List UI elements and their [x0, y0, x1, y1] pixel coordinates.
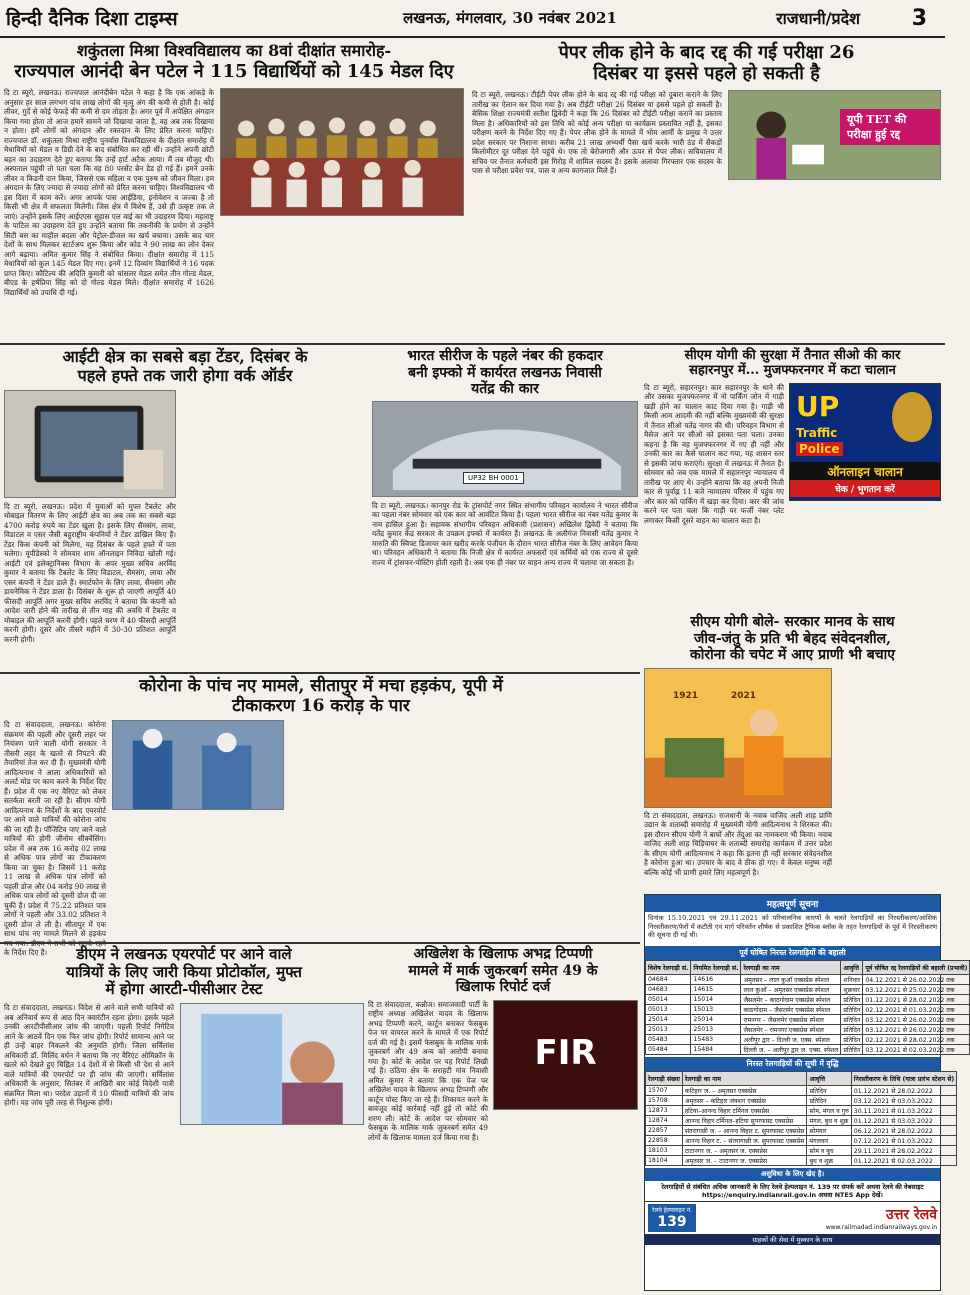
table-cell: प्रतिदिन	[841, 1035, 863, 1045]
traffic-police-graphic	[789, 383, 941, 501]
fir-graphic	[493, 1000, 638, 1110]
table-cell: 18103	[646, 1146, 683, 1156]
table-cell: प्रतिदिन	[841, 1015, 863, 1025]
table-header-cell: निरस्तीकरण के तिथि (यात्रा प्रारंभ स्टेशन से)	[851, 1072, 956, 1086]
table-row	[646, 1156, 957, 1166]
table-cell: 25014	[691, 1015, 741, 1025]
restored-trains-table	[645, 960, 970, 1055]
table-row	[646, 975, 970, 985]
table-row	[646, 1096, 957, 1106]
table-cell: लाल कुआँ – अमृतसर एक्सप्रेस स्पेशल	[741, 985, 841, 995]
rtpcr-test-photo	[180, 1003, 364, 1125]
notice-intro: दिनांक 15.10.2021 एवं 29.11.2021 को परिचालनिक कारणों के चलते रेलगाड़ियों का निरस्तीकरण/आंशिक निरस्तीकरण/फेरों में कटौती एवं मार्ग परिवर्तन शीर्षक से प्रकाशित ट्रैफिक ब्लॉक के तहत रेलगाड़ियों के पूर्व में निरस्तीकरण की सूचना दी गई थी।	[648, 914, 937, 940]
table-cell: आनन्द विहार ट. – संतरागाछी ज. सुपरफास्ट एक्सप्रेस	[682, 1136, 807, 1146]
headline-line2: जीव-जंतु के प्रति भी बेहद संवेदनशील,	[694, 630, 891, 647]
table-header-cell: रेलगाड़ी संख्या	[646, 1072, 683, 1086]
headline-line1: डीएम ने लखनऊ एयरपोर्ट पर आने वाले	[76, 945, 292, 963]
table-cell: 15484	[691, 1045, 741, 1055]
table-cell: 03.12.2021 से 03.03.2022	[851, 1096, 956, 1106]
table-cell: जैसलमेर – रामनगर एक्सप्रेस स्पेशल	[741, 1025, 841, 1035]
year-start: 1921	[673, 690, 699, 701]
table-cell: अमृतसर – कटिहार जंक्शन एक्सप्रेस	[682, 1096, 807, 1106]
convocation-photo	[220, 88, 464, 216]
table-cell: 25014	[646, 1015, 691, 1025]
table-header-cell: नियमित रेलगाड़ी सं.	[691, 961, 741, 975]
table-cell: 22857	[646, 1126, 683, 1136]
headline-line2: यात्रियों के लिए जारी किया प्रोटोकॉल, मुफ्त	[66, 962, 302, 981]
table-cell: बुध व शुक्र	[807, 1156, 851, 1166]
table-cell: 05013	[646, 1005, 691, 1015]
headline-line2: दिसंबर या इससे पहले हो सकती है	[593, 63, 820, 85]
tet-photo-caption: यूपी TET की परीक्षा हुई रद्द	[840, 109, 940, 145]
fir-label: FIR	[534, 1032, 597, 1073]
online-challan-label: ऑनलाइन चालान	[790, 462, 940, 481]
article-zoo	[644, 614, 941, 890]
helpline-label: रेलवे हेल्पलाइन नं.	[652, 1207, 692, 1214]
table-cell: 05483	[646, 1035, 691, 1045]
table-cell: 02.12.2021 से 01.03.2022 तक	[863, 1005, 970, 1015]
headline-line1: कोरोना के पांच नए मामले, सीतापुर में मचा हड़कंप, यूपी में	[139, 676, 503, 696]
table-cell: आनन्द विहार टर्मिनल–हटिया सुपरफास्ट एक्सप्रेस	[682, 1116, 807, 1126]
table-cell: 30.11.2021 से 01.03.2022	[851, 1106, 956, 1116]
table-cell: 12874	[646, 1116, 683, 1126]
notice-tagline: ग्राहकों की सेवा में मुस्कान के साथ	[645, 1234, 940, 1245]
issue-date: लखनऊ, मंगलवार, 30 नवंबर 2021	[403, 9, 617, 27]
table-header-cell: रेलगाड़ी का नाम	[682, 1072, 807, 1086]
table-row	[646, 1005, 970, 1015]
article-body: दि टा संवाददाता, लखनऊ। कोरोना संक्रमण की पहली और दूसरी लहर पर नियंत्रण पाने वाली योगी सरकार ने तीसरी लहर के खतरे से निपटने की तैयारियां तेज कर दी हैं। मुख्यमंत्री योगी आदित्यनाथ ने आला अधिकारियों को अलर्ट मोड पर काम करने के निर्देश दिए हैं। प्रदेश में एक नए वैरिएंट को लेकर सतर्कता बरती जा रही है। सीएम योगी आदित्यनाथ के निर्देशों के बाद एयरपोर्ट पर आने वाले यात्रियों की कोरोना जांच की जा रही है। पॉजिटिव पाए जाने वाले यात्रियों की होगी जीनोम सीक्वेंसिंग। प्रदेश में अब तक 16 करोड़ 02 लाख से अधिक पात्र लोगों का टीकाकरण किया जा चुका है। जिसमें 11 करोड़ 11 लाख से अधिक पात्र लोगों को पहली डोज और 04 करोड़ 90 लाख से अधिक पात्र लोगों को दूसरी डोज दी जा चुकी है। प्रदेश में 75.22 प्रतिशत पात्र लोगों ने पहली और 33.02 प्रतिशत ने दूसरी डोज ले ली है। सीतापुर में एक साथ पांच नए मामले मिलने से हड़कंप के निर्देश दिए हैं।	[4, 720, 106, 958]
table-cell: सोम, मंगल व गुरु	[807, 1106, 851, 1116]
headline-line1: सीएम योगी बोले- सरकार मानव के साथ	[690, 614, 895, 630]
headline-line3: यतेंद्र की कार	[471, 381, 539, 398]
headline-line2: पहले हफ्ते तक जारी होगा वर्क ऑर्डर	[77, 365, 293, 385]
table2-title: निरस्त रेलगाड़ियों की सूची में वृद्धि	[645, 1057, 940, 1071]
table-cell: अमृतसर – लाल कुआँ एक्सप्रेस स्पेशल	[741, 975, 841, 985]
table-cell: मंगल, बुध व शुक्र	[807, 1116, 851, 1126]
paper-name: हिन्दी दैनिक दिशा टाइम्स	[6, 8, 178, 30]
table-cell: 25013	[691, 1025, 741, 1035]
table-cell: शुक्रवार	[841, 985, 863, 995]
table-header-cell: रेलगाड़ी का नाम	[741, 961, 841, 975]
year-end: 2021	[731, 690, 757, 701]
headline-line1: अखिलेश के खिलाफ अभद्र टिप्पणी	[413, 946, 593, 962]
table-cell: कटिहार ज. – अमृतसर एक्सप्रेस	[682, 1086, 807, 1096]
notice-contact: रेलगाड़ियों से संबंधित अधिक जानकारी के लिए रेलवे हेल्पलाइन नं. 139 पर संपर्क करें अथवा रेलवे की वेबसाइट https://enquiry.indianrail.gov.in अथवा NTES App देखें।	[661, 1183, 924, 1199]
table-row	[646, 1015, 970, 1025]
table-cell: प्रतिदिन	[841, 1005, 863, 1015]
headline-line3: खिलाफ रिपोर्ट दर्ज	[455, 979, 551, 996]
table-cell: 15708	[646, 1096, 683, 1106]
headline-line2: मामले में मार्क जुकरबर्ग समेत 49 के	[408, 962, 598, 979]
badge-police: Police	[796, 442, 843, 456]
article-body: दि टा संवाददाता, लखनऊ। राजधानी के नवाब वाजिद अली शाह प्राणि उद्यान के शताब्दी समारोह में मुख्यमंत्री योगी आदित्यनाथ ने शिरकत की। इस दौरान सीएम योगी ने बाघों और तेंदुआ का नामकरण भी किया। नवाब वाजिद अली शाह चिड़ियाघर के शताब्दी समारोह कार्यक्रम में उत्तर प्रदेश के सीएम योगी आदित्यनाथ ने कहा कि इतना ही नहीं सरकार संवेदनशील है कोरोना हुआ था। उपचार के बाद वे ठीक हो गए। ये केवल मनुष्य नहीं बल्कि कोई भी प्राणी हमारे लिए महत्वपूर्ण है।	[644, 810, 832, 877]
table-header-cell: विशेष रेलगाड़ी सं.	[646, 961, 691, 975]
table-cell: 03.12.2021 से 25.02.2022 तक	[863, 985, 970, 995]
headline-line2: टीकाकरण 16 करोड़ के पार	[232, 696, 410, 717]
police-emblem-icon	[892, 392, 932, 442]
tet-photo	[728, 90, 941, 180]
article-challan	[644, 348, 941, 610]
article-convocation	[4, 42, 464, 340]
table-cell: अमृतसर ज. – टाटानगर ज. एक्सप्रेस	[682, 1156, 807, 1166]
table-cell: शनिवार	[841, 975, 863, 985]
headline-line3: में होगा आरटी-पीसीआर टेस्ट	[105, 980, 263, 999]
table-cell: 05484	[646, 1045, 691, 1055]
covid-testing-photo	[112, 720, 284, 810]
headline-line3: कोरोना की चपेट में आए प्राणी भी बचाए	[689, 647, 895, 664]
table-cell: 15013	[691, 1005, 741, 1015]
pay-label: चेक / भुगतान करें	[790, 480, 940, 497]
table-row	[646, 1146, 957, 1156]
railway-org: उत्तर रेलवे	[886, 1207, 937, 1223]
number-plate: UP32 BH 0001	[463, 472, 524, 484]
divider	[0, 343, 945, 345]
headline-line1: भारत सीरीज के पहले नंबर की हकदार	[407, 348, 603, 364]
table-row	[646, 1086, 957, 1096]
table-cell: 04.12.2021 से 26.02.2022 तक	[863, 975, 970, 985]
table-cell: 14615	[691, 985, 741, 995]
headline-line2: बनी इफ्को में कार्यरत लखनऊ निवासी	[408, 364, 602, 381]
table-cell: प्रतिदिन	[841, 1045, 863, 1055]
article-body: दि टा संवाददाता, कन्नौज। समाजवादी पार्टी के राष्ट्रीय अध्यक्ष अखिलेश यादव के खिलाफ अभद्र टिप्पणी करने, कार्टून बनाकर फेसबुक पेज पर वायरल करने के मामले में एक रिपोर्ट दर्ज की गई है। इसमें फेसबुक के मालिक मार्क जुकरबर्ग और 49 अन्य को आरोपी बनाया गया है। कोर्ट के आदेश पर यह रिपोर्ट लिखी गई है। ठठिया क्षेत्र के सराहटी गांव निवासी अमित कुमार ने बताया कि एक पेज पर अखिलेश यादव के खिलाफ अभद्र टिप्पणी और कार्टून पोस्ट किए जा रहे हैं। शिकायत करने के बावजूद कोई कार्रवाई नहीं हुई तो कोर्ट की शरण ली। कोर्ट के आदेश पर सोमवार को फेसबुक के मालिक मार्क जुकरबर्ग समेत 49 लोगों के खिलाफ मामला दर्ज किया गया है।	[368, 999, 488, 1142]
article-it-tender	[4, 348, 366, 670]
table-cell: 02.12.2021 से 28.02.2022 तक	[863, 1035, 970, 1045]
table-cell: 03.12.2021 से 26.02.2022 तक	[863, 1015, 970, 1025]
table-header-cell: आवृत्ति	[807, 1072, 851, 1086]
section-name: राजधानी/प्रदेश	[776, 9, 860, 28]
masthead	[0, 0, 945, 38]
table-cell: सोमवार	[807, 1126, 851, 1136]
table-cell: 15483	[691, 1035, 741, 1045]
table-cell: 04683	[646, 985, 691, 995]
table-row	[646, 1136, 957, 1146]
tablet-photo	[4, 390, 176, 498]
table-cell: काठगोदाम – जैसलमेर एक्सप्रेस स्पेशल	[741, 1005, 841, 1015]
headline-line1: आईटी क्षेत्र का सबसे बड़ा टेंडर, दिसंबर के	[62, 347, 308, 366]
helpline-number: 139	[657, 1214, 687, 1230]
table-row	[646, 995, 970, 1005]
zoo-event-photo	[644, 668, 832, 808]
table-header-cell: आवृत्ति	[841, 961, 863, 975]
article-body: दि टा ब्यूरो, लखनऊ। कानपुर रोड के ट्रांसपोर्ट नगर स्थित संभागीय परिवहन कार्यालय ने भारत सीरीज का पहला नंबर सोमवार को एक कार को आवंटित किया है। पहला भारत सीरीज का नंबर यतेंद्र कुमार के नाम हासिल हुआ है। सहायक संभागीय परिवहन अधिकारी (प्रशासन) अखिलेश द्विवेदी ने बताया कि यतेंद्र कुमार केंद्र सरकार के उपक्रम इफ्को में कार्यरत हैं। लखनऊ के अलीगंज निवासी यतेंद्र कुमार ने मारुति की स्विफ्ट डिजायर कार खरीद करके पंजीयन के दौरान भारत सीरीज नंबर के लिए आवेदन किया था। परिवहन अधिकारी ने बताया कि निजी क्षेत्र में कार्यरत अफसरों एवं कर्मियों को एक राज्य से दूसरे राज्य में ट्रांसफर-पोस्टिंग होती रहती है। अब एक ही नंबर पर वाहन अन्य राज्य में चलाया जा सकता है।	[372, 500, 638, 567]
table-cell: दिल्ली ज. – अलीपुर द्वार ज. एक्स. स्पेशल	[741, 1045, 841, 1055]
article-body: दि टा ब्यूरो, सहारनपुर। कार सहारनपुर के थाने की और उसका मुजफ्फरनगर में नो पार्किंग जोन में गाड़ी खड़ी होने का चालान काट दिया गया है। गाड़ी भी किसी आम आदमी की नहीं बल्कि मुख्यमंत्री की सुरक्षा में तैनात सीओ यतेंद्र नागर की थी। परिवहन विभाग से मैसेज आने पर सीओ को इसका पता चला। उनका कहना है कि वह मुजफ्फरनगर में गए ही नहीं और उनकी कार का कैसे चालान कट गया, यह शासन स्तर से इसकी जांच कराएंगे। सुरक्षा में लखनऊ में तैनात हैं। सोमवार को जब एक मामले में सहारनपुर न्यायालय में तारीख पर आए थे। उन्होंने बताया कि वह अपनी निजी कार से पूर्वाह्न 11 बजे न्यायालय परिसर में पहुंच गए और कार को पार्किंग में खड़ा कर दिया। कार की जांच करने पर पता चला कि गाड़ी पर फर्जी नंबर प्लेट लगाकर किसी दूसरे वाहन का चालान कटा है।	[644, 382, 784, 525]
badge-traffic: Traffic	[796, 425, 838, 440]
table-cell: 22858	[646, 1136, 683, 1146]
divider	[0, 672, 640, 674]
table-cell: 01.12.2021 से 02.03.2022	[851, 1156, 956, 1166]
headline-line2: सहारनपुर में... मुजफ्फरनगर में कटा चालान	[689, 363, 896, 379]
table-cell: 05014	[646, 995, 691, 1005]
railway-notice	[644, 894, 968, 1291]
table-cell: हटिया–आनन्द विहार टर्मिनल एक्सप्रेस	[682, 1106, 807, 1116]
page-number: 3	[911, 5, 927, 31]
table-cell: टाटानगर ज. – अमृतसर ज. एक्सप्रेस	[682, 1146, 807, 1156]
table-cell: 12873	[646, 1106, 683, 1116]
table-row	[646, 1025, 970, 1035]
table-cell: 06.12.2021 से 28.02.2022	[851, 1126, 956, 1136]
article-bharat-series	[372, 348, 638, 670]
table-cell: मंगलवार	[807, 1136, 851, 1146]
table-cell: प्रतिदिन	[841, 995, 863, 1005]
table-row	[646, 1126, 957, 1136]
table-cell: संतरागाछी ज. – आनन्द विहार ट. सुपरफास्ट एक्सप्रेस	[682, 1126, 807, 1136]
table-row	[646, 1116, 957, 1126]
table1-title: पूर्व घोषित निरस्त रेलगाड़ियों की बहाली	[645, 946, 940, 960]
railway-website[interactable]: www.railmadad.indianrailways.gov.in	[825, 1224, 937, 1231]
table-cell: 07.12.2021 से 01.03.2022	[851, 1136, 956, 1146]
table-cell: 03.12.2021 से 26.02.2022 तक	[863, 1025, 970, 1035]
article-body: दि टा ब्यूरो, लखनऊ। प्रदेश में युवाओं को मुफ्त टैबलेट और मोबाइल वितरण के लिए आईटी क्षेत्र का अब तक का सबसे बड़ा 4700 करोड़ रुपये का टेंडर खुला है। इसके लिए सैमसंग, लावा, विडाटल व एसर जैसी बहुराष्ट्रीय कंपनियों ने टेंडर डाखिल किए हैं। टेंडर किस कंपनी को मिलेगा, यह दिसंबर के पहले हफ्ते में पता चलेगा। यूपीडेस्को ने सोमवार शाम ऑनलाइन निविदा खोली गई। आईटी एवं इलेक्ट्रानिक्स विभाग के अपर मुख्य सचिव अरविंद कुमार ने बताया कि टैबलेट के लिए विडाटल, सैमसंग, लावा और एसर कंपनी ने टेंडर डाले हैं। स्मार्टफोन के लिए लावा, सैमसंग और डायनेमिक ने टेंडर डाला है। दिसंबर के शुरू हो जाएगी आपूर्ति 40 फीसदी आपूर्ति अगर मुख्य सचिव अरविंद ने बताया कि कंपनी को आदेश जारी होने की तारीख से तीन माह की अवधि में टैबलेट व मोबाइल की आपूर्ति करनी होगी। पहले चरण में 40 फीसदी आपूर्ति करनी होगी। दूसरे और तीसरे महीने में 30-30 प्रतिशत आपूर्ति करनी होगी।	[4, 501, 176, 644]
table-row	[646, 1045, 970, 1055]
headline-line2: राज्यपाल आनंदी बेन पटेल ने 115 विद्यार्थियों को 145 मेडल दिए	[14, 60, 454, 82]
notice-title: महत्वपूर्ण सूचना	[645, 895, 940, 912]
table-cell: 03.12.2021 से 02.03.2022 तक	[863, 1045, 970, 1055]
table-cell: 18104	[646, 1156, 683, 1166]
table-cell: 29.11.2021 से 28.02.2022	[851, 1146, 956, 1156]
table-row	[646, 1106, 957, 1116]
table-cell: सोम व बुध	[807, 1146, 851, 1156]
headline-line1: पेपर लीक होने के बाद रद्द की गई परीक्षा 26	[558, 42, 855, 63]
table-cell: 15707	[646, 1086, 683, 1096]
table-cell: 25013	[646, 1025, 691, 1035]
table-cell: 01.12.2021 से 28.02.2022	[851, 1086, 956, 1096]
table-cell: 04684	[646, 975, 691, 985]
table-cell: 14616	[691, 975, 741, 985]
car-photo	[372, 401, 638, 497]
divider	[0, 942, 640, 944]
table-cell: जैसलमेर – काठगोदाम एक्सप्रेस स्पेशल	[741, 995, 841, 1005]
table-cell: प्रतिदिन	[841, 1025, 863, 1035]
table-row	[646, 1035, 970, 1045]
table-cell: अलीपुर द्वार – दिल्ली ज. एक्स. स्पेशल	[741, 1035, 841, 1045]
table-cell: रामनगर – जैसलमेर एक्सप्रेस स्पेशल	[741, 1015, 841, 1025]
article-body: दि टा संवाददाता, लखनऊ। विदेश से आने वाले सभी यात्रियों को अब अनिवार्य रूप से आठ दिन क्वारंटीन रहना होगा। इसके पहले उनकी आरटीपीसीआर जांच की जाएगी। पहली रिपोर्ट निगेटिव आने के आठवें दिन एक फिर जांच होगी। रिपोर्ट सामान्य आने पर ही उन्हें बाहर निकलने की अनुमति होगी। जिला सर्विलांस अधिकारी डॉ. मिलिंद वर्धन ने बताया कि नए वैरिएंट ओमिक्रॉन के खतरे को देखते हुए चिह्नित 14 देशों में से किसी भी देश से आने वाले यात्रियों की एयरपोर्ट पर ही जांच की जाएगी। सर्विलांस अधिकारी के अनुसार, सितंबर में आखिरी बार कोई विदेशी यात्री संक्रमित मिला था। परदेश उड़ानों में 10 फीसदी यात्रियों की जांच होगी। यह जांच पूरी तरह से निशुल्क होगी।	[4, 1003, 174, 1108]
headline-line1: सीएम योगी की सुरक्षा में तैनात सीओ की कार	[684, 348, 901, 363]
article-body: दि टा ब्यूरो, लखनऊ। टीईटी पेपर लीक होने के बाद रद्द की गई परीक्षा को दुबारा कराने के लिए तारीख का ऐलान कर दिया गया है। अब टीईटी परीक्षा 26 दिसंबर या इससे पहले हो सकती है। बेसिक शिक्षा राज्यमंत्री सतीश द्विवेदी ने कहा कि 26 दिसंबर को टीईटी परीक्षा कराने का प्रस्ताव मिला है। अधिकारियों को इस तिथि को कोई अन्य परीक्षा या कार्यक्रम प्रस्तावित नहीं है, इसका परीक्षण करने के निर्देश दिए गए हैं। पेपर लीक होने के मामले में भोम आर्मी के प्रमुख ने उत्तर प्रदेश सरकार पर निशाना साधा। करीब 21 लाख अभ्यर्थी पैसा खर्च करके भारी ठंड में सैकड़ों किलोमीटर दूर परीक्षा देने पहुंचे थे। एक तो बेरोजगारी और ऊपर से पेपर लीक। सचिवालय में सचिव पर तैनात कर्मचारी इस गिरोह में शामिल सदस्य है। इसके अलावा गिरफ्तार एक सदस्य के पास से परीक्षा प्रवेश पत्र, पास व अन्य कागजात मिले हैं।	[472, 90, 722, 176]
table-cell: 15014	[691, 995, 741, 1005]
table-header-cell: पूर्व घोषित रद्द रेलगाड़ियों की बहाली (प्रभावी)	[863, 961, 970, 975]
article-tet-exam	[472, 42, 941, 340]
article-body: दि टा ब्यूरो, लखनऊ। राज्यपाल आनंदीबेन पटेल ने कहा है कि एक आंकड़े के अनुसार हर साल लगभग पांच लाख लोगों की मृत्यु अंग की कमी से होती है। कोई लीवर, गुर्दे से कोई फेफड़े की कमी से दम तोड़ता है। अगर पूर्व में अपेक्षित अंगदान किया गया होता तो आज हमारे सामने जो दिखाया जाता है, वह अब तक दिखाया न होता। हमें लोगों को अंगदान और रक्तदान के लिए प्रेरित करना चाहिए। राज्यपाल डॉ. शकुंतला मिश्रा राष्ट्रीय पुनर्वास विश्वविद्यालय के दीक्षांत समारोह में मेधावियों को मेडल व डिग्री देने के बाद संबोधित कर रही थीं। उन्होंने अपनी छोटी बहन का उदाहरण देते हुए बताया कि उन्हें हार्ट अटैक आया। मैं तब मौजूद थी। अस्पताल पहुंची तो पता चला कि वह 80 परसेंट ब्रेन डेड हो गई हैं। हमने उनके लीवर व किडनी दान किया, जिससे एक महिला व एक पुरुष को जीवन मिला। हम अंगदान के लिए ज्यादा से ज्यादा लोगों को प्रेरित करना चाहिए। विश्वविद्यालय भी इस दिशा में काम करें। अगर आपके पास आईडिया, इनोवेशन व जज्बा है तो किसी भी क्षेत्र में सफलता मिलेगी। जिस क्षेत्र में विशेष हैं, उसे ही उत्कृष्ट तक ले जाएं। उन्होंने इसके लिए आईएएस सुहास एल वाई का भी उदाहरण दिया। महाराष्ट्र के पाटिल का उदाहरण देते हुए उन्होंने बताया कि तकनीकी के प्रयोग से उन्होंने सिटी बस का माहौल बदला और पेट्रोल-डीजल का खर्च बचाया। उसके बाद चार देशों के साथ मिलकर स्टार्टअप शुरू किया और कोड ने 90 लाख का लोन देकर आगे बढ़ाया। अमित कुमार सिंह ने संबोधित किया। दीक्षांत समारोह में 115 मेधावियों को कुल 145 मेडल दिए गए। इनमें 12 दिव्यांग विद्यार्थियों ने 16 पदक प्राप्त किए। कौटिल्य की अदिति कुमारी को चांसलर मेडल समेत तीन गोल्ड मेडल, बीएड के हर्षप्रिया सिंह को दो गोल्ड मेडल मिले। दीक्षांत समारोह में 1626 विद्यार्थियों को उपाधि दी गई।	[4, 88, 214, 297]
article-airport-protocol	[4, 946, 364, 1286]
table-row	[646, 985, 970, 995]
notice-apology: असुविधा के लिए खेद है।	[645, 1168, 940, 1181]
table-cell: प्रतिदिन	[807, 1096, 851, 1106]
article-akhilesh-fir	[368, 946, 638, 1286]
table-cell: प्रतिदिन	[807, 1086, 851, 1096]
table-cell: 01.12.2021 से 28.02.2022 तक	[863, 995, 970, 1005]
headline-line1: शकुंतला मिश्रा विश्वविद्यालय का 8वां दीक्षांत समारोह-	[76, 41, 392, 60]
badge-up: UP	[796, 389, 840, 423]
table-cell: 01.12.2021 से 03.03.2022	[851, 1116, 956, 1126]
cancelled-trains-table	[645, 1071, 957, 1166]
